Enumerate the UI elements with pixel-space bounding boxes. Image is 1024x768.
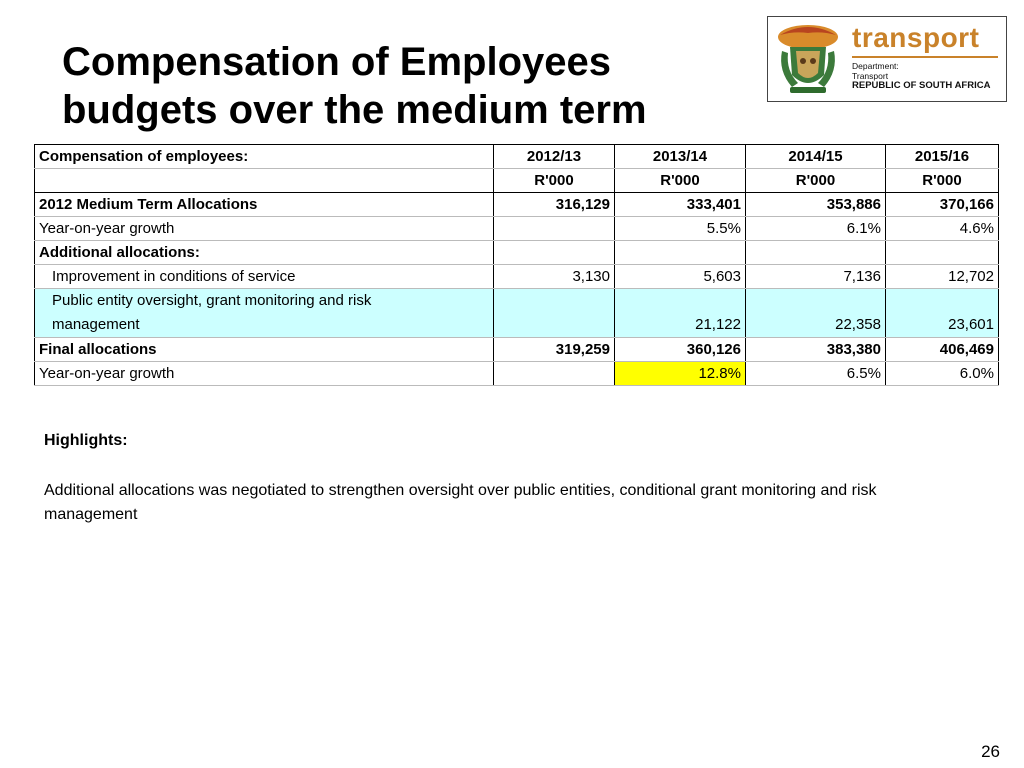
compensation-budget-table	[34, 144, 999, 386]
table-row-final	[35, 338, 999, 362]
page-number: 26	[981, 742, 1000, 761]
row-value: 5.5%	[615, 217, 746, 241]
title-line-1: Compensation of Employees	[62, 40, 611, 84]
highlighted-growth-value: 12.8%	[615, 362, 746, 386]
row-value: 22,358	[746, 289, 886, 338]
row-label: Additional allocations:	[35, 241, 494, 265]
row-value: 319,259	[494, 338, 615, 362]
row-value: 6.5%	[746, 362, 886, 386]
row-label: Improvement in conditions of service	[35, 265, 494, 289]
logo-dept-line-1: Department:	[852, 61, 899, 71]
row-value-empty	[494, 241, 615, 265]
header-unit: R'000	[746, 169, 886, 193]
row-value-empty	[886, 241, 999, 265]
logo-divider	[852, 56, 998, 58]
row-value: 316,129	[494, 193, 615, 217]
logo-dept-line-2: Transport	[852, 71, 889, 81]
row-value-empty	[746, 241, 886, 265]
header-unit: R'000	[886, 169, 999, 193]
logo-dept-line-3: REPUBLIC OF SOUTH AFRICA	[852, 80, 991, 91]
coat-of-arms-icon	[772, 21, 844, 97]
row-value-empty	[615, 241, 746, 265]
units-label-empty	[35, 169, 494, 193]
row-label-line-1: Public entity oversight, grant monitoring and risk	[52, 292, 372, 309]
row-value	[494, 217, 615, 241]
row-value: 370,166	[886, 193, 999, 217]
row-label: Year-on-year growth	[35, 217, 494, 241]
row-value: 5,603	[615, 265, 746, 289]
row-value	[494, 362, 615, 386]
row-value: 23,601	[886, 289, 999, 338]
row-label-line-2: management	[52, 316, 140, 333]
table-row-mtef	[35, 193, 999, 217]
row-value	[494, 289, 615, 338]
row-value: 360,126	[615, 338, 746, 362]
logo-brand: transport	[852, 22, 980, 53]
row-value: 7,136	[746, 265, 886, 289]
table-row-additional	[35, 241, 999, 265]
row-value: 333,401	[615, 193, 746, 217]
title-line-2: budgets over the medium term	[62, 88, 647, 132]
table-row-growth-1	[35, 217, 999, 241]
row-label: 2012 Medium Term Allocations	[35, 193, 494, 217]
header-unit: R'000	[494, 169, 615, 193]
row-label: Year-on-year growth	[35, 362, 494, 386]
highlights-heading: Highlights:	[44, 432, 128, 449]
row-value: 406,469	[886, 338, 999, 362]
logo-department-text	[852, 61, 990, 91]
department-logo	[767, 16, 1007, 102]
row-value: 12,702	[886, 265, 999, 289]
row-label: Final allocations	[35, 338, 494, 362]
header-year: 2015/16	[886, 145, 999, 169]
row-value: 4.6%	[886, 217, 999, 241]
row-value: 383,380	[746, 338, 886, 362]
row-value: 6.0%	[886, 362, 999, 386]
row-value: 6.1%	[746, 217, 886, 241]
row-value: 21,122	[615, 289, 746, 338]
highlights-text: Additional allocations was negotiated to strengthen oversight over public entities, conditional grant monitoring and risk management	[44, 482, 877, 523]
table-row-oversight	[35, 289, 999, 338]
header-year: 2014/15	[746, 145, 886, 169]
row-label	[35, 289, 494, 338]
table-header-row	[35, 145, 999, 169]
header-unit: R'000	[615, 169, 746, 193]
table-units-row	[35, 169, 999, 193]
header-year: 2013/14	[615, 145, 746, 169]
slide-title	[62, 38, 742, 134]
table-row-improvement	[35, 265, 999, 289]
header-year: 2012/13	[494, 145, 615, 169]
row-value: 353,886	[746, 193, 886, 217]
row-value: 3,130	[494, 265, 615, 289]
table-row-growth-2	[35, 362, 999, 386]
header-label: Compensation of employees:	[35, 145, 494, 169]
